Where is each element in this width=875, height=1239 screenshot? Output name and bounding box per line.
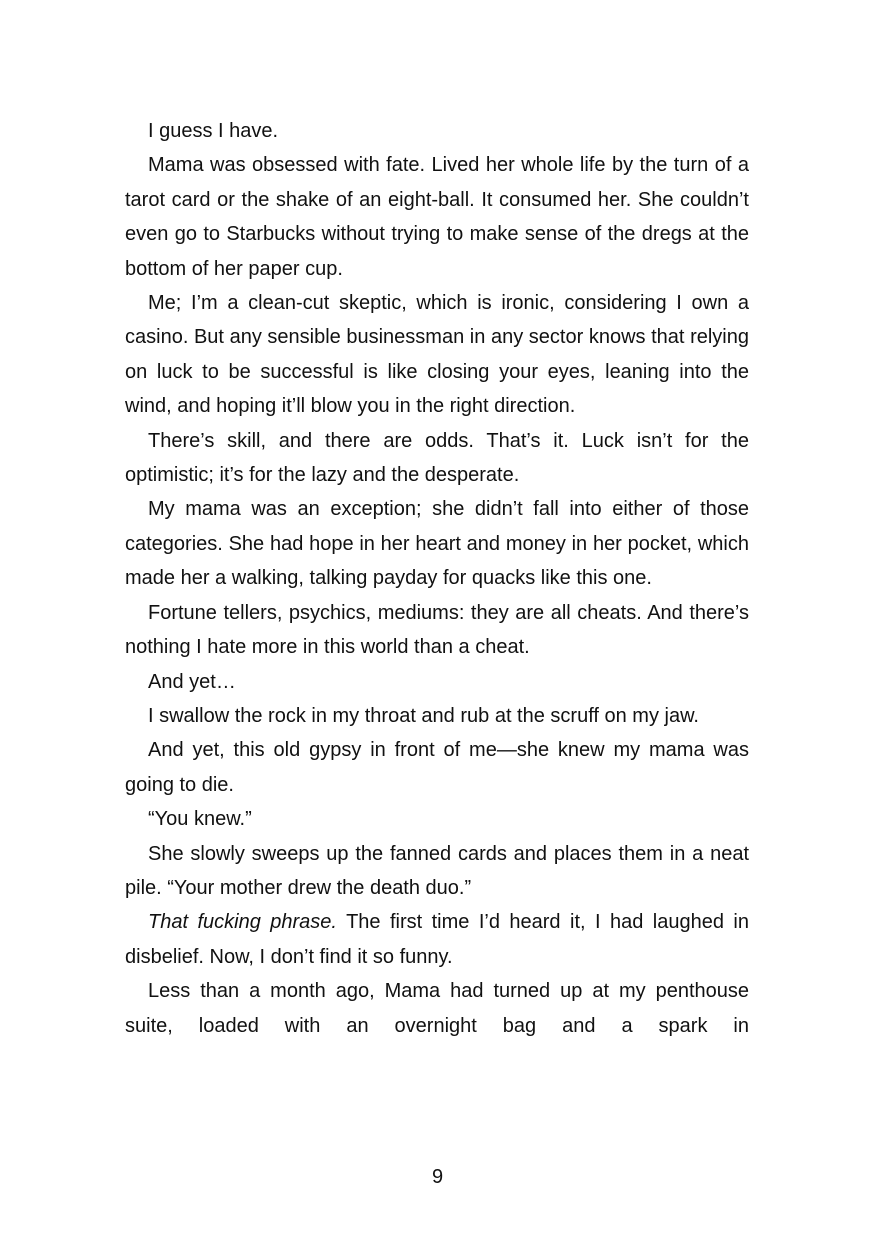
- body-text: [125, 114, 749, 1043]
- paragraph: Mama was obsessed with fate. Lived her whole life by the turn of a tarot card or the shake of an eight-ball. It consumed her. She couldn’t even go to Starbucks without trying to make sense of the dregs at the bottom of her paper cup.: [125, 154, 749, 280]
- paragraph: Fortune tellers, psychics, mediums: they are all cheats. And there’s nothing I hate more in this world than a cheat.: [125, 601, 749, 659]
- paragraph-text: Now, I don’t find it so funny.: [209, 945, 453, 968]
- paragraph: My mama was an exception; she didn’t fall into either of those categories. She had hope in her heart and money in her pocket, which made her a walking, talking payday for quacks like this one.: [125, 498, 749, 590]
- paragraph: And yet, this old gypsy in front of me—she knew my mama was going to die.: [125, 739, 749, 796]
- paragraph-text: The first time I’d heard it, I had laughed in disbelief.: [125, 911, 749, 968]
- paragraph: She slowly sweeps up the fanned cards and places them in a neat pile. “Your mother drew the death duo.”: [125, 842, 749, 899]
- paragraph: Me; I’m a clean-cut skeptic, which is ironic, considering I own a casino. But any sensible businessman in any sector knows that relying on luck to be successful is like closing your eyes, leaning into the wind, and hoping it’ll blow you in the right direction.: [125, 292, 749, 418]
- paragraph: There’s skill, and there are odds. That’s it. Luck isn’t for the optimistic; it’s for the lazy and the desperate.: [125, 429, 749, 487]
- page-number: 9: [431, 1166, 444, 1188]
- paragraph-with-italic: [125, 905, 749, 974]
- paragraph: I guess I have.: [148, 120, 279, 142]
- paragraph: “You knew.”: [148, 808, 252, 831]
- paragraph: And yet…: [148, 670, 236, 693]
- italic-phrase: That fucking phrase.: [148, 911, 337, 934]
- paragraph: I swallow the rock in my throat and rub at the scruff on my jaw.: [148, 704, 699, 727]
- paragraph: Less than a month ago, Mama had turned up at my penthouse suite, loaded with an overnight bag and a spark in: [125, 980, 749, 1037]
